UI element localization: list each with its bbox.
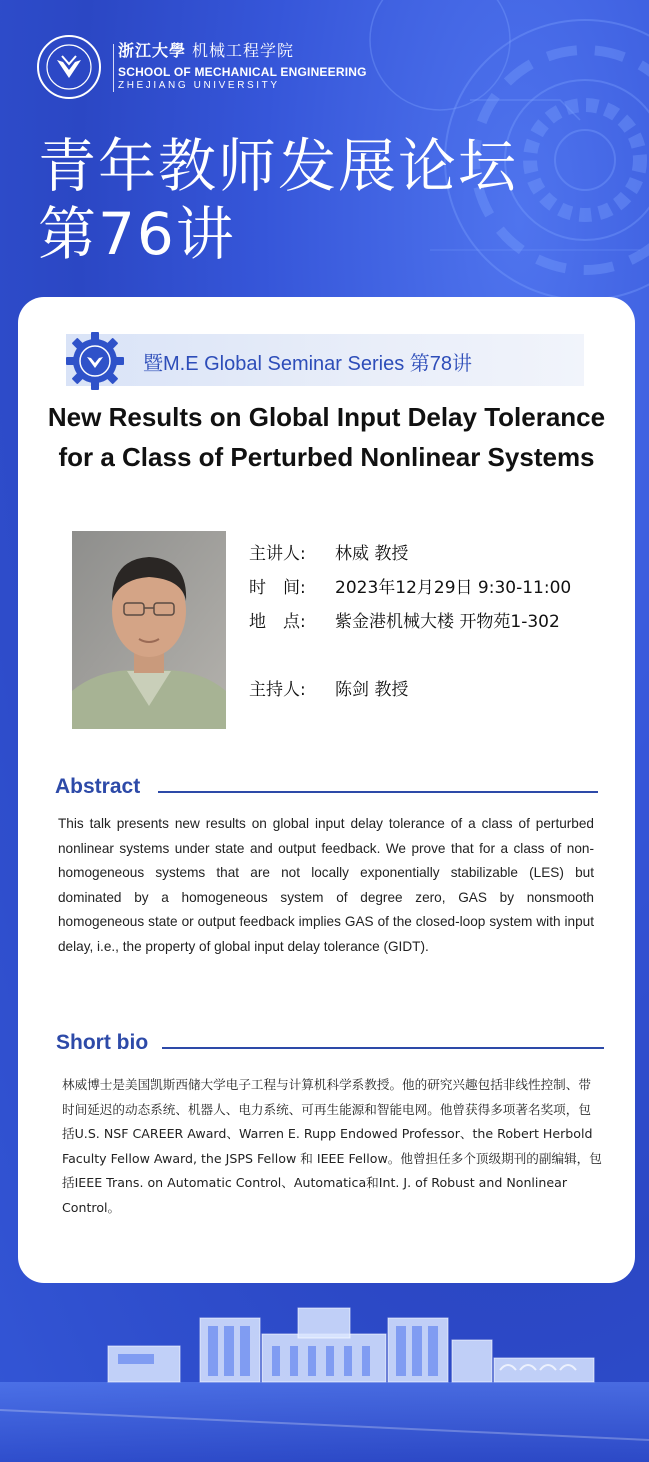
- zju-logo-icon: [36, 34, 102, 100]
- bio-text: 林威博士是美国凯斯西储大学电子工程与计算机科学系教授。他的研究兴趣包括非线性控制、带时间延迟的动态系统、机器人、电力系统、可再生能源和智能电网。他曾获得多项著名奖项，包括U.S. NSF CAREER Award、Warren E. Rupp Endowed Professor、the Robert Herbold Faculty Fellow Award, the JSPS Fellow 和 IEEE Fellow。他曾担任多个顶级期刊的副编辑，包括IEEE Trans. on Automatic Control、Automatica和Int. J. of Robust and Nonlinear Control。: [62, 1077, 602, 1215]
- university-name-en: ZHEJIANG UNIVERSITY: [118, 80, 280, 91]
- time-row: [249, 573, 571, 598]
- host-label: 主持人:: [249, 680, 306, 700]
- school-logo-text: [118, 38, 367, 91]
- speaker-label: 主讲人:: [249, 544, 306, 564]
- time-value: 2023年12月29日 9:30-11:00: [335, 578, 572, 598]
- speaker-portrait-image: [72, 531, 226, 729]
- bio-divider: [162, 1047, 604, 1049]
- bio-heading: Short bio: [56, 1031, 149, 1054]
- school-name-cn: [118, 38, 367, 61]
- time-label: 时 间:: [249, 578, 306, 598]
- content-card: [18, 297, 635, 1283]
- abstract-text: This talk presents new results on global input delay tolerance of a class of perturbed nonlinear systems under state and output feedback. We prove that for a class of non-homogeneous systems that are not locally exponentially stabilizable (LES) but dominated by a homogeneous system of degree zero, GAS by nonsmooth homogeneous state or output feedback implies GAS of the closed-loop system with input delay, i.e., the property of global input delay tolerance (GIDT).: [58, 816, 594, 954]
- forum-title: [38, 132, 518, 268]
- forum-title-line2: 第76讲: [38, 200, 236, 268]
- logo-divider: [113, 44, 114, 92]
- school-name-en: SCHOOL OF MECHANICAL ENGINEERING: [118, 65, 367, 79]
- place-label: 地 点:: [249, 612, 306, 632]
- abstract-heading: Abstract: [55, 775, 141, 798]
- place-row: [249, 607, 560, 632]
- host-row: [249, 675, 408, 700]
- speaker-photo: [72, 531, 226, 729]
- host-value: 陈剑 教授: [335, 680, 409, 700]
- abstract-divider: [158, 791, 598, 793]
- series-label: 暨M.E Global Seminar Series 第78讲: [143, 353, 473, 375]
- speaker-value: 林威 教授: [335, 544, 409, 564]
- speaker-row: [249, 539, 408, 564]
- university-name-cn: 浙江大學: [118, 41, 187, 60]
- talk-title: New Results on Global Input Delay Tolerance for a Class of Perturbed Nonlinear Systems: [47, 402, 606, 472]
- place-value: 紫金港机械大楼 开物苑1-302: [335, 612, 560, 632]
- gear-logo-icon: [64, 330, 126, 392]
- forum-title-line1: 青年教师发展论坛: [38, 132, 519, 200]
- campus-skyline-illustration: [0, 1290, 649, 1462]
- school-name-cn-label: 机械工程学院: [192, 41, 295, 60]
